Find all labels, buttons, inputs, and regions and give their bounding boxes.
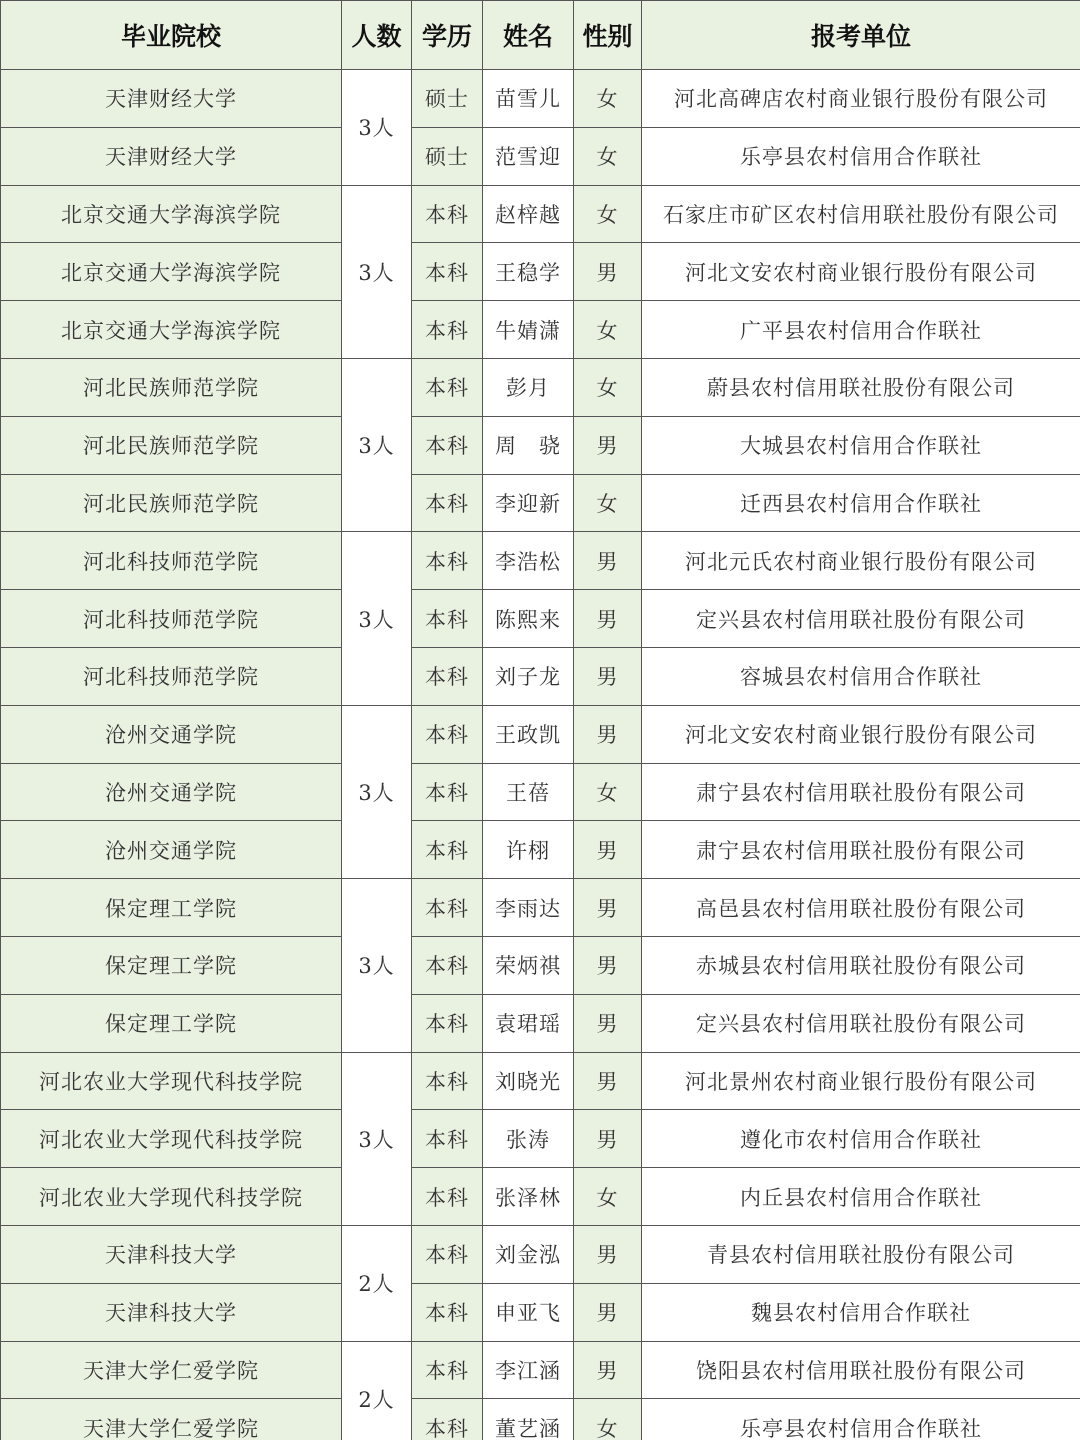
table-row bbox=[1, 705, 1080, 763]
school-cell: 河北农业大学现代科技学院 bbox=[1, 1110, 342, 1168]
unit-cell: 高邑县农村信用联社股份有限公司 bbox=[642, 879, 1080, 937]
education-cell: 本科 bbox=[412, 1110, 483, 1168]
unit-cell: 河北文安农村商业银行股份有限公司 bbox=[642, 705, 1080, 763]
table-row bbox=[1, 301, 1080, 359]
education-cell: 硕士 bbox=[412, 70, 483, 128]
unit-cell: 定兴县农村信用联社股份有限公司 bbox=[642, 994, 1080, 1052]
name-cell: 王稳学 bbox=[483, 243, 574, 301]
name-cell: 王政凯 bbox=[483, 705, 574, 763]
gender-cell: 男 bbox=[574, 994, 642, 1052]
school-cell: 河北科技师范学院 bbox=[1, 532, 342, 590]
unit-cell: 乐亭县农村信用合作联社 bbox=[642, 1399, 1080, 1440]
name-cell: 李江涵 bbox=[483, 1341, 574, 1399]
table-row bbox=[1, 185, 1080, 243]
school-cell: 天津科技大学 bbox=[1, 1283, 342, 1341]
name-cell: 李浩松 bbox=[483, 532, 574, 590]
count-cell: 3人 bbox=[342, 185, 412, 358]
school-cell: 河北科技师范学院 bbox=[1, 647, 342, 705]
school-cell: 河北民族师范学院 bbox=[1, 474, 342, 532]
gender-cell: 男 bbox=[574, 1110, 642, 1168]
unit-cell: 容城县农村信用合作联社 bbox=[642, 647, 1080, 705]
unit-cell: 河北高碑店农村商业银行股份有限公司 bbox=[642, 70, 1080, 128]
count-cell: 3人 bbox=[342, 705, 412, 878]
name-cell: 牛婧潇 bbox=[483, 301, 574, 359]
education-cell: 本科 bbox=[412, 763, 483, 821]
gender-cell: 男 bbox=[574, 1341, 642, 1399]
table-row bbox=[1, 821, 1080, 879]
education-cell: 本科 bbox=[412, 532, 483, 590]
count-cell: 3人 bbox=[342, 532, 412, 705]
school-cell: 沧州交通学院 bbox=[1, 705, 342, 763]
header-name: 姓名 bbox=[483, 1, 574, 70]
header-row bbox=[1, 1, 1080, 70]
unit-cell: 肃宁县农村信用联社股份有限公司 bbox=[642, 763, 1080, 821]
school-cell: 北京交通大学海滨学院 bbox=[1, 301, 342, 359]
education-cell: 本科 bbox=[412, 416, 483, 474]
unit-cell: 石家庄市矿区农村信用联社股份有限公司 bbox=[642, 185, 1080, 243]
school-cell: 沧州交通学院 bbox=[1, 763, 342, 821]
school-cell: 河北农业大学现代科技学院 bbox=[1, 1052, 342, 1110]
gender-cell: 女 bbox=[574, 185, 642, 243]
school-cell: 北京交通大学海滨学院 bbox=[1, 185, 342, 243]
name-cell: 苗雪儿 bbox=[483, 70, 574, 128]
table-row bbox=[1, 70, 1080, 128]
count-cell: 3人 bbox=[342, 1052, 412, 1225]
header-school: 毕业院校 bbox=[1, 1, 342, 70]
education-cell: 本科 bbox=[412, 1168, 483, 1226]
gender-cell: 男 bbox=[574, 1283, 642, 1341]
gender-cell: 男 bbox=[574, 821, 642, 879]
header-education: 学历 bbox=[412, 1, 483, 70]
table-row bbox=[1, 243, 1080, 301]
name-cell: 赵梓越 bbox=[483, 185, 574, 243]
education-cell: 本科 bbox=[412, 185, 483, 243]
name-cell: 陈熙来 bbox=[483, 590, 574, 648]
gender-cell: 女 bbox=[574, 1168, 642, 1226]
table-row bbox=[1, 474, 1080, 532]
header-count: 人数 bbox=[342, 1, 412, 70]
count-cell: 3人 bbox=[342, 70, 412, 186]
name-cell: 王蓓 bbox=[483, 763, 574, 821]
name-cell: 刘金泓 bbox=[483, 1225, 574, 1283]
gender-cell: 男 bbox=[574, 416, 642, 474]
count-cell: 2人 bbox=[342, 1341, 412, 1440]
table-body bbox=[1, 70, 1080, 1440]
education-cell: 本科 bbox=[412, 474, 483, 532]
table-row bbox=[1, 1110, 1080, 1168]
table-row bbox=[1, 1283, 1080, 1341]
unit-cell: 河北元氏农村商业银行股份有限公司 bbox=[642, 532, 1080, 590]
table-row bbox=[1, 127, 1080, 185]
unit-cell: 赤城县农村信用联社股份有限公司 bbox=[642, 936, 1080, 994]
gender-cell: 女 bbox=[574, 127, 642, 185]
name-cell: 袁珺瑶 bbox=[483, 994, 574, 1052]
name-cell: 彭月 bbox=[483, 358, 574, 416]
unit-cell: 迁西县农村信用合作联社 bbox=[642, 474, 1080, 532]
education-cell: 硕士 bbox=[412, 127, 483, 185]
unit-cell: 肃宁县农村信用联社股份有限公司 bbox=[642, 821, 1080, 879]
gender-cell: 男 bbox=[574, 879, 642, 937]
education-cell: 本科 bbox=[412, 1399, 483, 1440]
count-cell: 3人 bbox=[342, 358, 412, 531]
school-cell: 河北农业大学现代科技学院 bbox=[1, 1168, 342, 1226]
unit-cell: 河北景州农村商业银行股份有限公司 bbox=[642, 1052, 1080, 1110]
table-row bbox=[1, 532, 1080, 590]
education-cell: 本科 bbox=[412, 994, 483, 1052]
school-cell: 天津科技大学 bbox=[1, 1225, 342, 1283]
unit-cell: 河北文安农村商业银行股份有限公司 bbox=[642, 243, 1080, 301]
table-row bbox=[1, 590, 1080, 648]
school-cell: 沧州交通学院 bbox=[1, 821, 342, 879]
name-cell: 张涛 bbox=[483, 1110, 574, 1168]
gender-cell: 女 bbox=[574, 1399, 642, 1440]
name-cell: 申亚飞 bbox=[483, 1283, 574, 1341]
gender-cell: 女 bbox=[574, 474, 642, 532]
school-cell: 保定理工学院 bbox=[1, 994, 342, 1052]
header-unit: 报考单位 bbox=[642, 1, 1080, 70]
school-cell: 天津大学仁爱学院 bbox=[1, 1341, 342, 1399]
gender-cell: 女 bbox=[574, 763, 642, 821]
school-cell: 河北民族师范学院 bbox=[1, 416, 342, 474]
unit-cell: 蔚县农村信用联社股份有限公司 bbox=[642, 358, 1080, 416]
school-cell: 天津大学仁爱学院 bbox=[1, 1399, 342, 1440]
gender-cell: 男 bbox=[574, 705, 642, 763]
education-cell: 本科 bbox=[412, 936, 483, 994]
education-cell: 本科 bbox=[412, 821, 483, 879]
gender-cell: 男 bbox=[574, 590, 642, 648]
table-row bbox=[1, 647, 1080, 705]
table-row bbox=[1, 936, 1080, 994]
header-gender: 性别 bbox=[574, 1, 642, 70]
name-cell: 许栩 bbox=[483, 821, 574, 879]
unit-cell: 内丘县农村信用合作联社 bbox=[642, 1168, 1080, 1226]
table-row bbox=[1, 1341, 1080, 1399]
education-cell: 本科 bbox=[412, 647, 483, 705]
gender-cell: 男 bbox=[574, 243, 642, 301]
education-cell: 本科 bbox=[412, 1052, 483, 1110]
table-row bbox=[1, 1168, 1080, 1226]
education-cell: 本科 bbox=[412, 705, 483, 763]
unit-cell: 广平县农村信用合作联社 bbox=[642, 301, 1080, 359]
table-row bbox=[1, 763, 1080, 821]
education-cell: 本科 bbox=[412, 301, 483, 359]
gender-cell: 男 bbox=[574, 1225, 642, 1283]
name-cell: 董艺涵 bbox=[483, 1399, 574, 1440]
unit-cell: 大城县农村信用合作联社 bbox=[642, 416, 1080, 474]
gender-cell: 女 bbox=[574, 301, 642, 359]
school-cell: 保定理工学院 bbox=[1, 936, 342, 994]
education-cell: 本科 bbox=[412, 879, 483, 937]
count-cell: 3人 bbox=[342, 879, 412, 1052]
name-cell: 范雪迎 bbox=[483, 127, 574, 185]
education-cell: 本科 bbox=[412, 590, 483, 648]
education-cell: 本科 bbox=[412, 1225, 483, 1283]
name-cell: 李雨达 bbox=[483, 879, 574, 937]
education-cell: 本科 bbox=[412, 1283, 483, 1341]
name-cell: 刘子龙 bbox=[483, 647, 574, 705]
table-row bbox=[1, 1052, 1080, 1110]
unit-cell: 定兴县农村信用联社股份有限公司 bbox=[642, 590, 1080, 648]
school-cell: 保定理工学院 bbox=[1, 879, 342, 937]
table-row bbox=[1, 1225, 1080, 1283]
gender-cell: 女 bbox=[574, 70, 642, 128]
table-row bbox=[1, 358, 1080, 416]
gender-cell: 男 bbox=[574, 936, 642, 994]
name-cell: 周 骁 bbox=[483, 416, 574, 474]
count-cell: 2人 bbox=[342, 1225, 412, 1341]
education-cell: 本科 bbox=[412, 243, 483, 301]
unit-cell: 乐亭县农村信用合作联社 bbox=[642, 127, 1080, 185]
name-cell: 荣炳祺 bbox=[483, 936, 574, 994]
gender-cell: 男 bbox=[574, 1052, 642, 1110]
unit-cell: 遵化市农村信用合作联社 bbox=[642, 1110, 1080, 1168]
school-cell: 天津财经大学 bbox=[1, 70, 342, 128]
unit-cell: 饶阳县农村信用联社股份有限公司 bbox=[642, 1341, 1080, 1399]
school-cell: 河北科技师范学院 bbox=[1, 590, 342, 648]
gender-cell: 男 bbox=[574, 647, 642, 705]
table-row bbox=[1, 879, 1080, 937]
school-cell: 天津财经大学 bbox=[1, 127, 342, 185]
education-cell: 本科 bbox=[412, 358, 483, 416]
education-cell: 本科 bbox=[412, 1341, 483, 1399]
unit-cell: 魏县农村信用合作联社 bbox=[642, 1283, 1080, 1341]
school-cell: 河北民族师范学院 bbox=[1, 358, 342, 416]
table-row bbox=[1, 994, 1080, 1052]
table-row bbox=[1, 416, 1080, 474]
gender-cell: 女 bbox=[574, 358, 642, 416]
unit-cell: 青县农村信用联社股份有限公司 bbox=[642, 1225, 1080, 1283]
name-cell: 刘晓光 bbox=[483, 1052, 574, 1110]
gender-cell: 男 bbox=[574, 532, 642, 590]
school-cell: 北京交通大学海滨学院 bbox=[1, 243, 342, 301]
table-row bbox=[1, 1399, 1080, 1440]
name-cell: 李迎新 bbox=[483, 474, 574, 532]
name-cell: 张泽林 bbox=[483, 1168, 574, 1226]
